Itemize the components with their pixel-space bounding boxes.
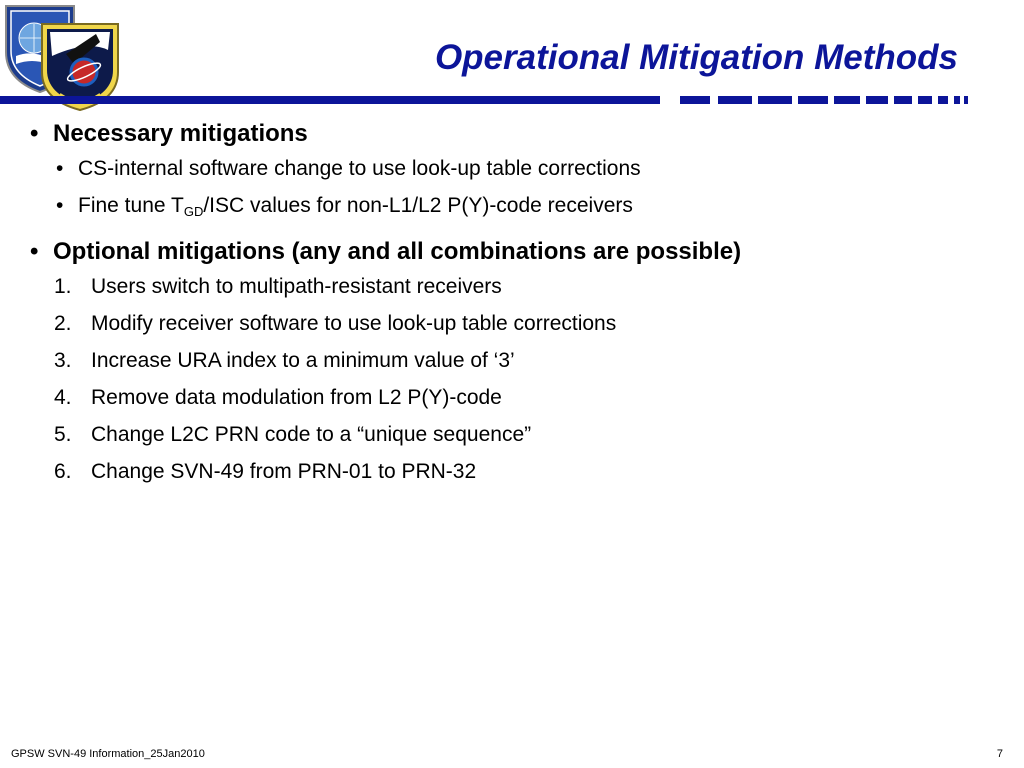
numbered-item-text: Remove data modulation from L2 P(Y)-code: [91, 386, 502, 409]
item-number: 5.: [54, 423, 72, 446]
numbered-item: [30, 268, 990, 305]
numbered-item-text: Change SVN-49 from PRN-01 to PRN-32: [91, 460, 477, 483]
bullet: •: [56, 194, 64, 217]
bullet: •: [56, 157, 64, 180]
numbered-item-text: Change L2C PRN code to a “unique sequence”: [91, 423, 532, 446]
header-rule: [0, 96, 1024, 104]
item-number: 3.: [54, 349, 72, 372]
numbered-item-text: Users switch to multipath-resistant receivers: [91, 275, 502, 298]
slide-title: Operational Mitigation Methods: [434, 38, 958, 77]
heading-optional: [30, 236, 990, 268]
numbered-item: [30, 453, 990, 490]
numbered-item: [30, 379, 990, 416]
item-number: 4.: [54, 386, 72, 409]
footer-label: GPSW SVN-49 Information_25Jan2010: [11, 748, 205, 760]
numbered-item-text: Increase URA index to a minimum value of ‘3’: [91, 349, 515, 372]
numbered-item: [30, 305, 990, 342]
item-number: 6.: [54, 460, 72, 483]
list-item-text: CS-internal software change to use look-up table corrections: [78, 157, 641, 180]
page-number: 7: [996, 748, 1003, 760]
heading-optional-text: Optional mitigations (any and all combinations are possible): [53, 238, 742, 265]
item-number: 2.: [54, 312, 72, 335]
heading-necessary: [30, 118, 990, 150]
list-item: [30, 150, 990, 187]
numbered-item: [30, 342, 990, 379]
heading-necessary-text: Necessary mitigations: [53, 120, 308, 147]
bullet: •: [30, 120, 39, 147]
list-item-text-prefix: Fine tune T: [78, 194, 184, 217]
bullet: •: [30, 238, 39, 265]
item-number: 1.: [54, 275, 72, 298]
slide-body: [30, 118, 990, 490]
list-item: [30, 187, 990, 224]
numbered-item: [30, 416, 990, 453]
tgd-subscript: GD: [183, 204, 204, 219]
list-item-text-suffix: /ISC values for non-L1/L2 P(Y)-code receivers: [203, 194, 633, 217]
numbered-item-text: Modify receiver software to use look-up table corrections: [91, 312, 617, 335]
